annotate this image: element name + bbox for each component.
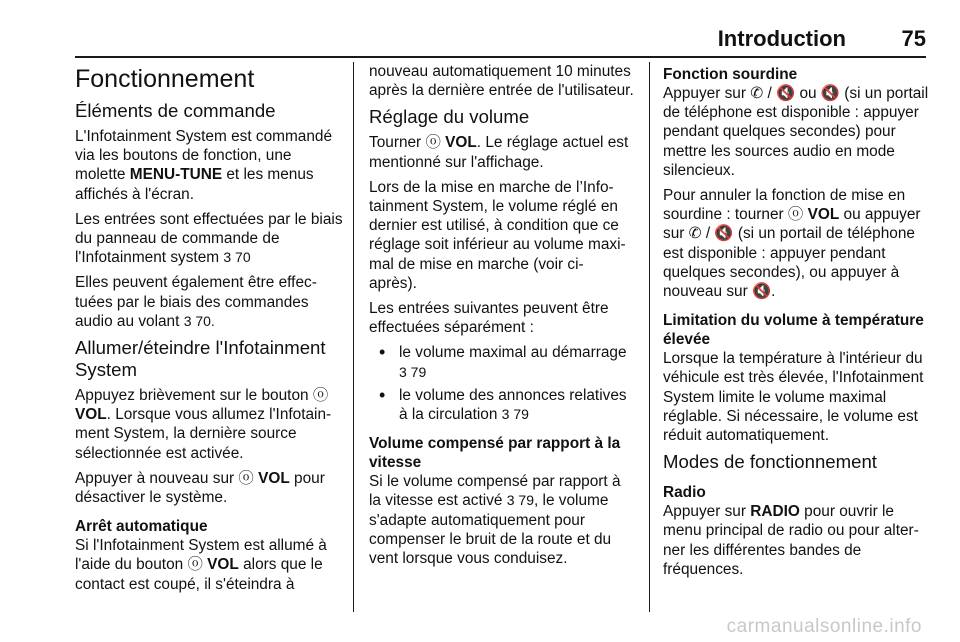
page-reference: 3 70. — [183, 312, 215, 329]
paragraph: Les entrées suivantes peuvent être effectuées séparément : — [369, 300, 609, 337]
power-icon: ⓞ — [312, 387, 329, 405]
list-item: • le volume maximal au démarrage 3 79 — [369, 343, 635, 381]
paragraph: L'Infotainment System est commandé via les boutons de fonction, une molette MENU-TUNE et les menus affichés à l'écran. — [75, 128, 333, 203]
column-divider — [353, 62, 354, 612]
paragraph: Si le volume compensé par rapport à la vitesse est activé 3 79, le volume s'adapte automatiquement pour compenser le bruit de la route et du vent lorsque vous conduisez. — [369, 473, 621, 568]
page-reference: 3 70 — [223, 249, 251, 266]
paragraph-heading: Radio — [663, 484, 706, 502]
page-header — [75, 0, 926, 58]
paragraph: Les entrées sont effectuées par le biais du panneau de commande de l'Infotainment system 3 70 — [75, 210, 343, 267]
volume-knob-icon: ⓞ — [425, 134, 441, 152]
page-title: Introduction — [717, 26, 846, 51]
mute-icon: 🔇 — [820, 85, 841, 102]
mute-icon: 🔇 — [714, 225, 734, 243]
paragraph-heading: Limitation du volume à température élevée — [663, 312, 924, 349]
paragraph: Lors de la mise en marche de l’Infotainment System, le volume réglé en dernier est utilisé, à condition que ce réglage soit inférieur au volume maximal de mise en marche (voir ci- après). — [369, 178, 626, 292]
paragraph: Appuyer sur RADIO pour ouvrir le menu principal de radio ou pour alterner les différentes bandes de fréquences. — [663, 503, 919, 578]
paragraph-heading: Volume compensé par rapport à la vitesse — [369, 435, 621, 472]
phone-icon: ✆ — [750, 85, 764, 102]
column-2 — [369, 62, 635, 574]
paragraph: Elles peuvent également être effectuées par le biais des commandes audio au volant 3 70. — [75, 274, 317, 330]
paragraph: Tourner ⓞ VOL. Le réglage actuel est mentionné sur l'affichage. — [369, 134, 629, 171]
paragraph-heading: Arrêt automatique — [75, 518, 208, 536]
paragraph: Si l'Infotainment System est allumé à l'aide du bouton ⓞ VOL alors que le contact est coupé, il s'éteindra à — [75, 537, 327, 593]
phone-icon: ✆ — [688, 225, 702, 243]
page-reference: 3 79 — [506, 492, 534, 509]
page-number: 75 — [901, 26, 926, 51]
paragraph: Appuyer sur ✆ / 🔇 ou 🔇 (si un portail de téléphone est disponible : appuyer pendant quelques secondes) pour mettre les sources audio en mode silencieux. — [663, 85, 929, 179]
column-3 — [663, 62, 931, 585]
column-divider — [649, 62, 650, 612]
paragraph: Pour annuler la fonction de mise en sourdine : tourner ⓞ VOL ou appuyer sur ✆ / 🔇 (si un portail de téléphone est disponible : appuyer pendant quelques secondes), ou appuyer à nouveau sur 🔇. — [663, 187, 921, 301]
mute-icon: 🔇 — [752, 283, 772, 301]
paragraph: Appuyer à nouveau sur ⓞ VOL pour désactiver le système. — [75, 469, 325, 507]
section-heading: Fonctionnement — [75, 65, 255, 93]
bullet-list — [369, 343, 635, 424]
page-reference: 3 79 — [399, 363, 427, 380]
power-icon: ⓞ — [187, 556, 203, 574]
paragraph-heading: Fonction sourdine — [663, 66, 798, 83]
volume-knob-icon: ⓞ — [787, 206, 804, 224]
subsection-heading: Modes de fonctionnement — [663, 451, 877, 473]
paragraph: Appuyez brièvement sur le bouton ⓞ VOL. Lorsque vous allumez l'Infotainment System, la dernière source sélectionnée est activée. — [75, 387, 332, 462]
watermark: carmanualsonline.info — [726, 616, 922, 637]
list-item: • le volume des annonces relatives à la circulation 3 79 — [369, 386, 635, 424]
paragraph: Lorsque la température à l'intérieur du véhicule est très élevée, l'Infotainment System limite le volume maximal réglable. Si nécessaire, le volume est réduit automatiquement. — [663, 350, 924, 445]
paragraph: nouveau automatiquement 10 minutes après la dernière entrée de l'utilisateur. — [369, 63, 634, 100]
header-rule — [75, 56, 926, 58]
subsection-heading: Éléments de commande — [75, 100, 276, 121]
subsection-heading: Réglage du volume — [369, 106, 530, 128]
subsection-heading: Allumer/éteindre l'Infotainment System — [75, 337, 326, 381]
mute-icon: 🔇 — [776, 85, 796, 102]
page-reference: 3 79 — [501, 406, 529, 423]
column-1 — [75, 62, 343, 600]
power-icon: ⓞ — [238, 469, 254, 487]
